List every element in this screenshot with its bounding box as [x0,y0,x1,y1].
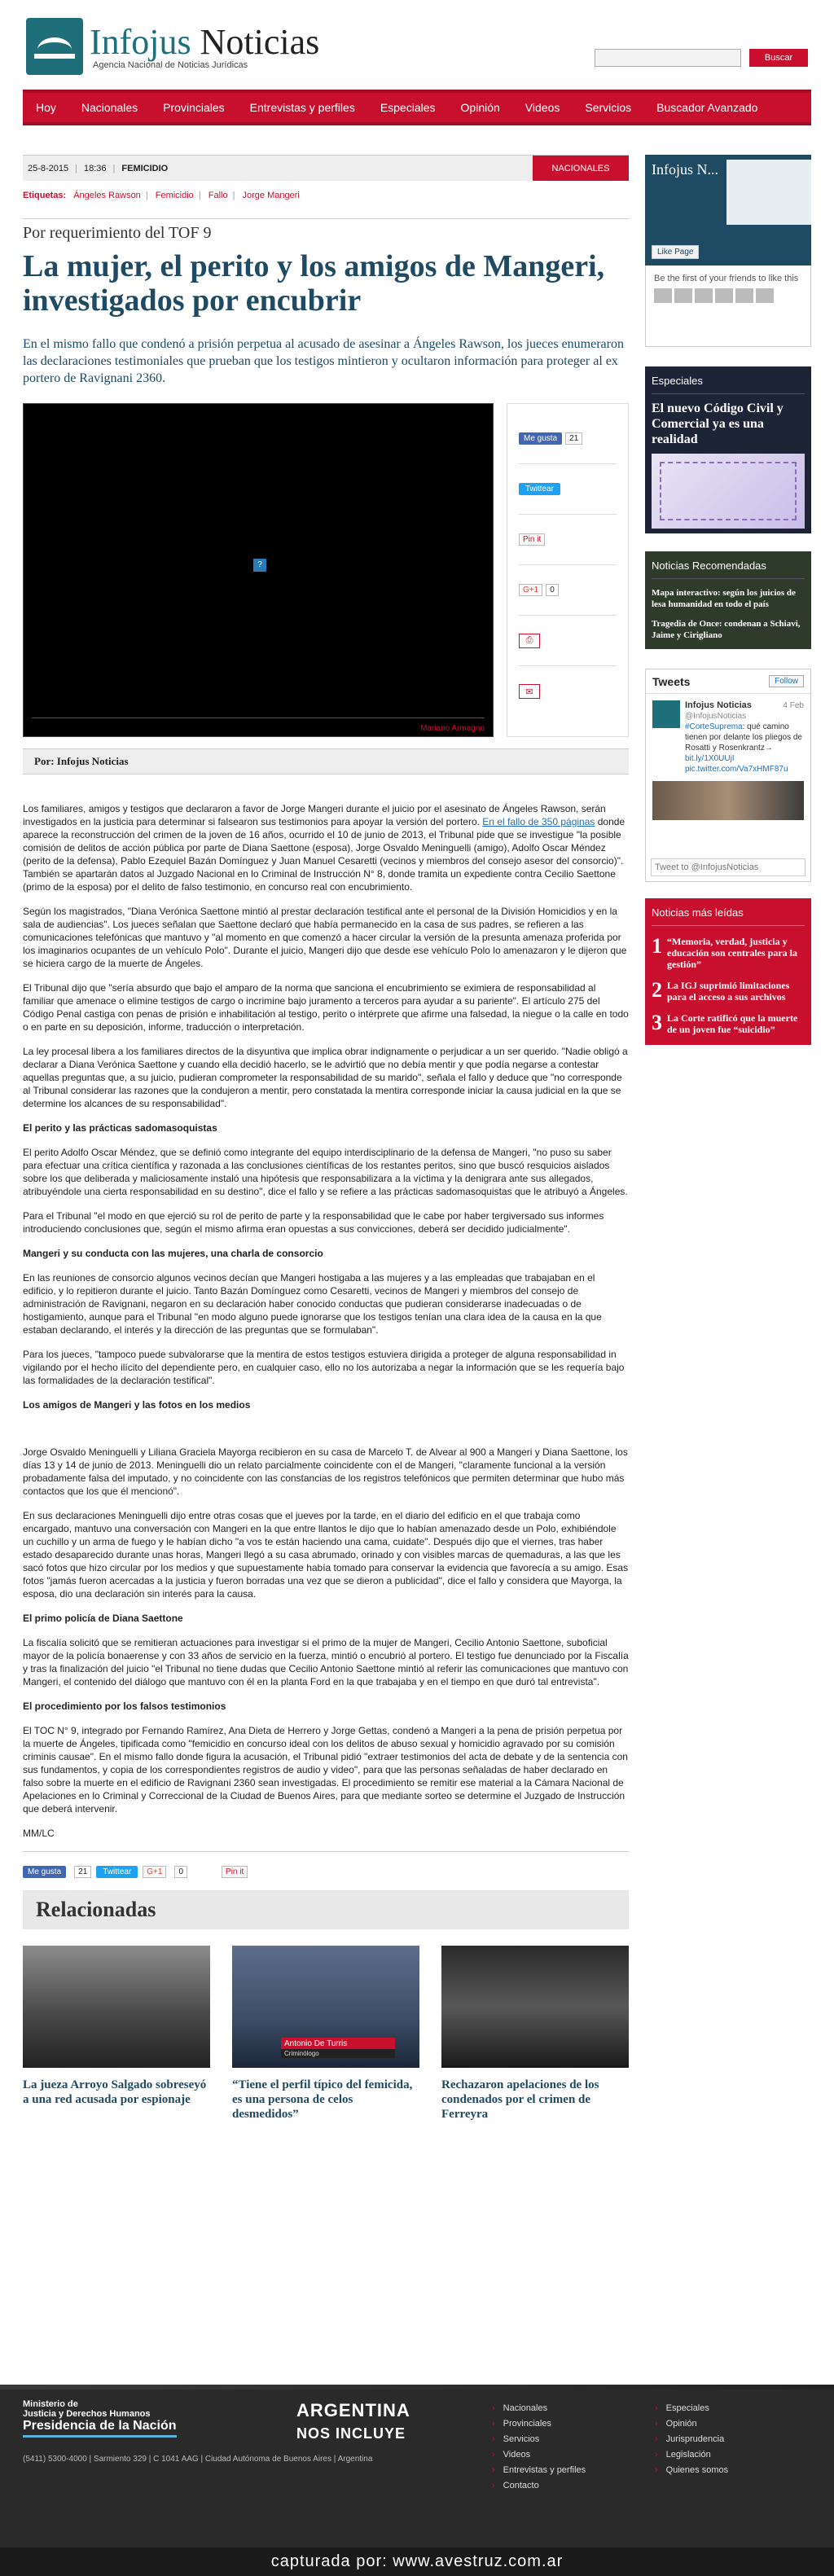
mas-leidas-heading: Noticias más leídas [652,906,805,926]
section-heading: Los amigos de Mangeri y las fotos en los medios [23,1399,251,1411]
fb-friend-avatars [654,288,802,303]
fb-friends-text: Be the first of your friends to like this [654,274,799,283]
mas-leida-item[interactable] [652,980,805,1003]
site-header [23,0,811,90]
fb-friends-box [645,265,811,347]
footer-link[interactable]: › Jurisprudencia [655,2432,728,2447]
footer-link[interactable]: › Legislación [655,2447,728,2463]
mas-leida-title[interactable]: “Memoria, verdad, justicia y educación son centrales para la gestión” [667,936,797,970]
section-heading: El primo policía de Diana Saettone [23,1613,183,1624]
footer-link[interactable]: › Videos [492,2447,586,2463]
paragraph-text: donde aparece la reconstrucción del crimen de la joven de 16 años, ocurrido el 10 de junio de 2013, el Tribunal pide que se investigue "la posible comisión de delitos de acción pública por parte de Diana Saettone (esposa), Jorge Osvaldo Meninguelli (amigo), Adolfo Oscar Méndez (perito de la defensa), Pablo Ezequiel Bazán Domínguez y Juan Manuel Cesaretti (vecinos y miembros del consejo asesor del consorcio)". También se apartarán datos al Juzgado Nacional en lo Criminal de Instrucción N° 8, donde tramita un expediente contra Cecilio Saettone (primo de la esposa) por el delito de falso testimonio, en concurso real con encubrimiento. [23,816,626,893]
paragraph: Jorge Osvaldo Meninguelli y Liliana Graciela Mayorga recibieron en su casa de Marcelo T. de Alvear al 900 a Mangeri y Diana Saettone, los días 13 y 14 de junio de 2013. Meninguelli dio un relato parcialmente coincidente con el de Mangeri, "claramente funcional a la versión probadamente falsa del imputado, y no coincidente con las constancias de los registros telefónicos que permiten determinar que hubo más contactos que los que él mencionó". [23,1446,628,1497]
related-heading: Relacionadas [23,1890,629,1929]
media-area [23,403,629,744]
footer-link[interactable]: › Nacionales [492,2401,586,2416]
nav-videos[interactable]: Videos [525,101,560,114]
related-image[interactable] [441,1946,629,2068]
section-heading: El perito y las prácticas sadomasoquistas [23,1122,217,1134]
twitter-share-button[interactable]: Twittear [519,483,560,495]
facebook-like-button[interactable]: Me gusta [519,432,562,445]
facebook-page-widget[interactable] [645,155,811,265]
article-lead: En el mismo fallo que condenó a prisión perpetua al acusado de asesinar a Ángeles Rawson, los jueces enumeraron las declaraciones testimoniales que prueban que los testigos mintieron y ocultaron información para proteger al ex portero de Ravignani 2360. [23,337,624,385]
article-date: 25-8-2015 [28,163,69,173]
footer-link[interactable]: › Servicios [492,2432,586,2447]
recomendada-link[interactable]: Mapa interactivo: según los juicios de lesa humanidad en todo el país [652,588,796,609]
tweet-image[interactable] [652,781,804,820]
tweet-handle: @InfojusNoticias [685,712,747,721]
mas-leidas-box [645,898,811,1045]
tweet-user[interactable]: Infojus Noticias [685,700,752,710]
section-badge[interactable]: NACIONALES [533,156,629,181]
logo-subtitle: Agencia Nacional de Noticias Jurídicas [93,60,248,70]
print-icon[interactable]: ⎙ [519,634,540,648]
paragraph-text: Los familiares, amigos y testigos que declararon a favor de Jorge Mangeri durante el juicio por el asesinato de Ángeles Rawson, serán investigados en la justicia para determinar si falsearon sus testimonios para apoyar la versión del portero. [23,803,606,827]
paragraph: El TOC N° 9, integrado por Fernando Ramírez, Ana Dieta de Herrero y Jorge Gettas, condenó a Mangeri a la pena de prisión perpetua por la muerte de Ángeles, tipificada como "femicidio en concurso ideal con los delitos de abuso sexual y homicidio agravado por su comisión criminis causae". En el mismo fallo donde figura la acusación, el Tribunal pidió "extraer testimonios del acta de debate y de la sentencia con sus fundamentos, y copia de los correspondientes registros de audio y video", para que las personas señaladas de haber declarado en falso sobre la muerte en el edificio de Ravignani 2360 sean investigadas. El procedimiento se remitir ese material a la Cámara Nacional de Apelaciones en lo Criminal y Correccional de la Ciudad de Buenos Aires, para que mediante sorteo se determine el Juzgado de Instrucción que deberá intervenir. [23,1725,628,1815]
logo-title-a: Infojus [90,22,191,62]
slogan-line-1: ARGENTINA [296,2400,410,2420]
tag-link[interactable]: Fallo [208,191,228,200]
tweet-link[interactable]: bit.ly/1X0UUjI pic.twitter.com/Va7xHMF87u [685,754,788,774]
presidencia-logo: Presidencia de la Nación [23,2419,177,2438]
search-input[interactable] [595,49,741,67]
video-player[interactable] [23,403,494,737]
article-byline: Por: Infojus Noticias [23,748,629,775]
site-footer [0,2385,834,2547]
tags-row: Etiquetas: Ángeles Rawson | Femicidio | Fallo | Jorge Mangeri [23,191,300,200]
search-bar [595,49,808,67]
mas-leida-item[interactable] [652,1012,805,1035]
recomendada-link[interactable]: Tragedia de Once: condenan a Schiavi, Jaime y Cirigliano [652,619,801,640]
section-heading: Mangeri y su conducta con las mujeres, una charla de consorcio [23,1248,323,1259]
paragraph: En las reuniones de consorcio algunos vecinos decían que Mangeri hostigaba a las mujeres y a las empleadas que trabajaban en el edificio, y lo repitieron durante el juicio. Tanto Bazán Domínguez como Cesaretti, vecinos de Mangeri y miembros del consejo de administración de Ravignani, negaron en su declaración haber conocido conductas que pudieran considerarse inadecuadas o de hostigamiento, aunque para el Tribunal "en modo alguno puede ignorarse que los testigos tenían una clara idea de la causa en la que estaban declarando, el interés y la dirección de las preguntas que se formulaban". [23,1272,602,1336]
article-headline: La mujer, el perito y los amigos de Mangeri, investigados por encubrir [23,249,605,318]
pinterest-button[interactable]: Pin it [222,1866,248,1878]
twitter-follow-button[interactable]: Follow [769,675,804,687]
paragraph [23,802,629,893]
search-button[interactable]: Buscar [749,49,808,67]
share-panel [507,403,629,737]
article-column [23,155,629,2122]
google-plus-button[interactable]: G+1 [143,1866,166,1878]
image-caption-role: Criminólogo [281,2049,395,2058]
footer-links-2 [655,2401,728,2478]
footer-ministry[interactable] [23,2399,177,2438]
related-title[interactable]: La jueza Arroyo Salgado sobreseyó a una red acusada por espionaje [23,2078,207,2106]
footer-slogan [296,2399,410,2445]
nav-opinion[interactable]: Opinión [460,101,500,114]
tag-link[interactable]: Jorge Mangeri [242,191,300,200]
related-item[interactable] [232,1946,419,2122]
tags-label: Etiquetas: [23,191,67,200]
paragraph: La ley procesal libera a los familiares directos de la disyuntiva que implica obrar indignamente o perjudicar a un ser querido. "Nadie obligó a declarar a Diana Verónica Saettone y cuando ella decidió hacerlo, se le advirtió que no debía mentir y que podía negarse a contestar aquellas preguntas que, a su juicio, pudieran comprometer la responsabilidad de su marido", señala el fallo y deduce que "no corresponde al Tribunal considerar las razones que la condujeron a mentir, pero constatada la mentira corresponde iniciar la causa judicial en la que se determine los alcances de su responsabilidad". [23,1046,628,1109]
related-item[interactable] [441,1946,629,2122]
video-credit: Mariano Armagno [420,724,485,733]
tweet-hashtag[interactable]: #CorteSuprema [685,722,743,731]
nav-entrevistas[interactable]: Entrevistas y perfiles [249,101,355,114]
twitter-avatar [652,700,680,728]
facebook-like-count: 21 [565,432,582,445]
related-image[interactable] [23,1946,210,2068]
tweet-to-input[interactable]: Tweet to @InfojusNoticias [651,858,805,876]
nav-hoy[interactable]: Hoy [36,101,56,114]
related-title[interactable]: “Tiene el perfil típico del femicida, es una persona de celos desmedidos” [232,2078,413,2121]
pinterest-button[interactable]: Pin it [519,533,545,546]
footer-address: (5411) 5300-4000 | Sarmiento 329 | C 1041 AAG | Ciudad Autónoma de Buenos Aires | Argentina [23,2455,373,2464]
footer-link[interactable]: › Quienes somos [655,2463,728,2478]
paragraph: El perito Adolfo Oscar Méndez, que se definió como integrante del equipo interdisciplinario de la defensa de Mangeri, "no puso su saber para efectuar una crítica científica y razonada a las conclusiones científicas de los restantes peritos, sino que buscó resquicios aislados sobre los que deliberada y maliciosamente instaló una hipótesis que responsabilizara a la víctima y la denigrara ante sus allegados, atribuyéndole una cierta responsabilidad en su destino", dice el fallo y se refiere a las prácticas sadomasoquistas que le atribuyó a Ángeles. [23,1147,628,1197]
nav-buscador-avanzado[interactable]: Buscador Avanzado [656,101,758,114]
especiales-heading: Especiales [652,375,805,394]
recomendadas-heading: Noticias Recomendadas [652,560,805,579]
nav-servicios[interactable]: Servicios [585,101,632,114]
mas-leida-item[interactable] [652,936,805,970]
paragraph: Según los magistrados, "Diana Verónica Saettone mintió al prestar declaración testifical ante el personal de la División Homicidios y en la sala de audiencias". Los jueces señalan que Saettone declaró que había permanecido en la casa de sus padres, se refieren a las comunicaciones telefónicas que mantuvo y "al momento en que comenzó a hacer circular la versión de la presunta amenaza proferida por los imaginarios ocupantes de un vehículo Polo". Durante el juicio, Mangeri dijo que desde ese vehículo Polo lo amenazaron y le dijeron que se hiciera cargo de la muerte de Ángeles. [23,906,627,969]
fb-page-cover [726,160,811,225]
mas-leida-title[interactable]: La IGJ suprimió limitaciones para el acceso a sus archivos [667,980,790,1003]
main-nav [23,90,811,125]
footer-link[interactable]: › Opinión [655,2416,728,2432]
nav-provinciales[interactable]: Provinciales [163,101,225,114]
rank-number: 3 [652,1011,662,1034]
slogan-line-2: NOS INCLUYE [296,2425,406,2442]
ministry-line-1: Ministerio de [23,2399,78,2409]
related-grid [23,1946,629,2122]
site-logo[interactable] [26,18,319,75]
article-signature: MM/LC [23,1828,55,1839]
especiales-title[interactable]: El nuevo Código Civil y Comercial ya es una realidad [652,402,784,446]
nav-nacionales[interactable]: Nacionales [81,101,138,114]
facebook-like-count: 21 [74,1866,91,1878]
footer-link[interactable]: › Provinciales [492,2416,586,2432]
tweet-date: 4 Feb [783,701,804,710]
twitter-widget [645,669,811,882]
footer-link[interactable]: › Entrevistas y perfiles [492,2463,586,2478]
especiales-image[interactable] [652,454,805,529]
fb-page-title[interactable]: Infojus N... [652,161,718,178]
footer-link[interactable]: › Especiales [655,2401,728,2416]
capture-watermark: capturada por: www.avestruz.com.ar [0,2547,834,2576]
logo-title-b: Noticias [191,22,320,62]
nav-especiales[interactable]: Especiales [380,101,436,114]
especiales-box [645,366,811,533]
tweets-heading: Tweets [652,674,691,688]
paragraph: Para el Tribunal "el modo en que ejerció su rol de perito de parte y la responsabilidad que le cabe por haber tergiversado sus informes introduciendo conclusiones que, según el mismo afirma eran opuestas a sus convicciones, deberá ser decidido judicialmente". [23,1210,604,1235]
twitter-share-button[interactable]: Twittear [96,1866,138,1878]
article-meta: 25-8-2015 | 18:36 | FEMICIDIO NACIONALES [23,155,629,181]
google-plus-button[interactable]: G+1 [519,584,542,596]
related-image[interactable] [232,1946,419,2068]
related-item[interactable] [23,1946,210,2122]
paragraph: Para los jueces, "tampoco puede subvalorarse que la mentira de estos testigos estuviera dirigida a proteger de alguna responsabilidad in vigilando por el hecho ilícito del dependiente pero, en cualquier caso, ello no los autorizaba a negar la información que se les requería bajo las formalidades de la declaración testifical". [23,1349,625,1386]
plugin-missing-icon: ? [253,559,266,572]
tweet-text: : qué camino tienen por delante los pliegos de Rosatti y Rosenkrantz→ [685,722,802,753]
facebook-like-button[interactable]: Me gusta [23,1866,66,1878]
fb-like-page-button[interactable]: Like Page [652,245,699,259]
google-plus-count: 0 [546,584,559,596]
google-plus-count: 0 [174,1866,187,1878]
sidebar [645,155,811,1045]
paragraph: La fiscalía solicitó que se remitieran actuaciones para investigar si el primo de la mujer de Mangeri, Cecilio Antonio Saettone, suboficial mayor de la policía bonaerense y con 33 años de servicio en la fuerza, mintió o encubrió al portero. El testigo fue denunciado por la Fiscalía y tras la finalización del juicio "el Tribunal no tiene dudas que Cecilio Antonio Saettone mintió al referir las comunicaciones que mantuvo con Mangeri, el contenido del diálogo que mantuvo con él en la planta Ford en la que trabajaba y en el tiempo en que duró tal entrevista". [23,1637,629,1687]
logo-book-icon [26,18,83,75]
paragraph: El Tribunal dijo que "sería absurdo que bajo el amparo de la norma que sanciona el encubrimiento se eximiera de responsabilidad al familiar que amenace o elimine testigos de cargo o incrimine bajo juramento a terceros para ayudar a su pariente". El artículo 275 del Código Penal castiga con penas de prisión e inhabilitación al testigo, perito o intérprete que afirme una falsedad, la niegue o la calle en todo o en parte en su deposición, informe, traducción o interpretación. [23,982,629,1033]
related-title[interactable]: Rechazaron apelaciones de los condenados por el crimen de Ferreyra [441,2078,599,2121]
tag-link[interactable]: Femicidio [155,191,194,200]
paragraph: En sus declaraciones Meninguelli dijo entre otras cosas que el jueves por la tarde, en el diario del edificio en el que trabaja como encargado, mantuvo una conversación con Mangeri en la que entre llantos le dijo que lo habían amenazado desde un Polo, exhibiéndole un cuchillo y un arma de fuego y le habían dicho "a vos te están haciendo una cama, cuidate". Después dijo que el viernes, tras haber estado desaparecido durante unas horas, Mangeri llegó a su casa abrumado, orinado y con visibles marcas de quemaduras, a las que les sacó fotos que hizo circular por los medios y que supuestamente había tomado para conservar la evidencia que favorecía a su amigo. Esas fotos "jamás fueron acercadas a la justicia y fueron borradas una vez que se dieron a publicidad", dice el fallo y considera que Mayorga, la esposa, dio una declaración sin interés para la causa. [23,1510,629,1600]
footer-link[interactable]: › Contacto [492,2478,586,2494]
email-icon[interactable]: ✉ [519,684,540,699]
section-heading: El procedimiento por los falsos testimonios [23,1701,226,1712]
article-kicker: Por requerimiento del TOF 9 [23,218,629,243]
footer-links-1 [492,2401,586,2494]
rank-number: 2 [652,978,662,1002]
bottom-share-bar [23,1851,629,1884]
fallo-link[interactable]: En el fallo de 350 páginas [482,816,595,827]
article-body [23,802,629,1840]
tweet[interactable] [646,694,810,781]
article-category[interactable]: FEMICIDIO [121,163,169,173]
tag-link[interactable]: Ángeles Rawson [73,191,141,200]
recomendadas-box [645,551,811,649]
rank-number: 1 [652,934,662,958]
mas-leida-title[interactable]: La Corte ratificó que la muerte de un joven fue “suicidio” [667,1012,798,1035]
article-time: 18:36 [84,163,107,173]
ministry-line-2: Justicia y Derechos Humanos [23,2409,151,2419]
image-caption-name: Antonio De Turris [281,2038,395,2050]
